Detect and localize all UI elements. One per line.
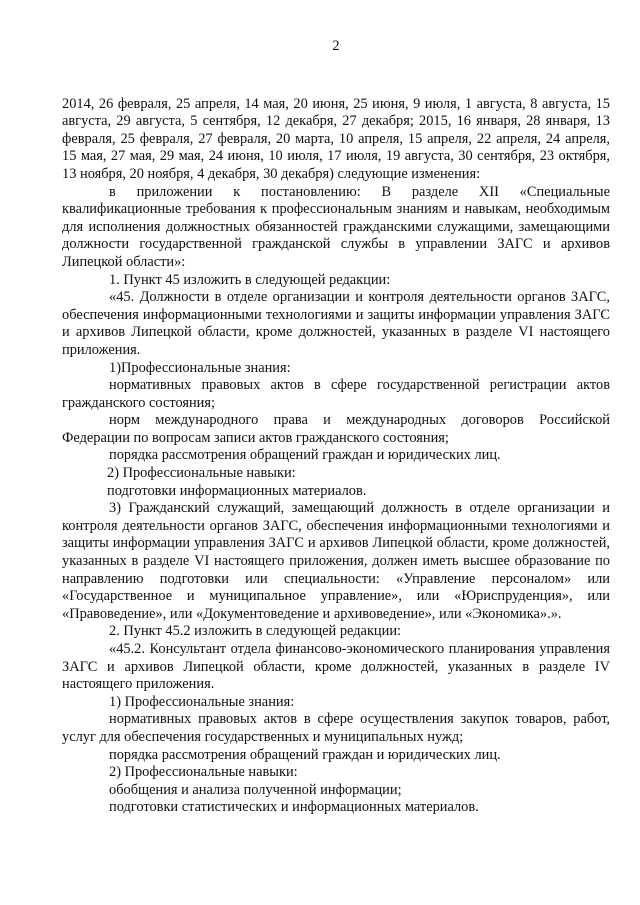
paragraph-professional-knowledge-heading: 1)Профессиональные знания: (109, 359, 291, 376)
paragraph-skills-info-materials: подготовки информационных материалов. (107, 482, 367, 499)
paragraph-clause-45: «45. Должности в отделе организации и контроля деятельности органов ЗАГС, обеспечения информационными технологиями и защиты информации управления ЗАГС и архивов Липецкой области, кроме должностей, указанных в разделе VI настоящего приложения. (62, 289, 610, 358)
paragraph-item-1-heading: 1. Пункт 45 изложить в следующей редакции: (109, 271, 391, 288)
paragraph-clause-45-2: «45.2. Консультант отдела финансово-экономического планирования управления ЗАГС и архивов Липецкой области, кроме должностей, указанных в разделе IV настоящего приложения. (62, 641, 610, 693)
paragraph-education-requirement: 3) Гражданский служащий, замещающий должность в отделе организации и контроля деятельности органов ЗАГС, обеспечения информационными технологиями и защиты информации управления ЗАГС и архивов Липецкой области, кроме должностей, указанных в разделе VI настоящего приложения, должен иметь высшее образование по направлению подготовки или специальности: «Управление персоналом» или «Государственное и муниципальное управление», или «Юриспруденция», или «Правоведение», или «Документоведение и архивоведение», или «Экономика».». (62, 500, 610, 622)
paragraph-knowledge-international-law: норм международного права и международных договоров Российской Федерации по вопросам записи актов гражданского состояния; (62, 412, 610, 446)
paragraph-professional-knowledge-heading-2: 1) Профессиональные знания: (109, 693, 295, 710)
paragraph-knowledge-registration: нормативных правовых актов в сфере государственной регистрации актов гражданского состояния; (62, 377, 610, 411)
paragraph-item-2-heading: 2. Пункт 45.2 изложить в следующей редакции: (109, 623, 402, 640)
paragraph-amendment-intro: в приложении к постановлению: В разделе XII «Специальные квалификационные требования к профессиональным знаниям и навыкам, необходимым для исполнения должностных обязанностей гражданскими служащими, замещающими должности государственной гражданской службы в управлении ЗАГС и архивов Липецкой области»: (62, 183, 610, 270)
paragraph-dates-continuation: 2014, 26 февраля, 25 апреля, 14 мая, 20 июня, 25 июня, 9 июля, 1 августа, 8 августа, 15 августа, 29 августа, 5 сентября, 12 декабря, 27 декабря; 2015, 16 января, 28 января, 13 февраля, 25 февраля, 27 февраля, 20 марта, 10 апреля, 15 апреля, 22 апреля, 24 апреля, 15 мая, 27 мая, 29 мая, 24 июня, 10 июля, 17 июля, 19 августа, 30 сентября, 23 октября, 13 ноября, 20 ноября, 4 декабря, 30 декабря) следующие изменения: (62, 95, 610, 182)
document-page (62, 38, 610, 817)
paragraph-professional-skills-heading-2: 2) Профессиональные навыки: (109, 764, 298, 781)
paragraph-professional-skills-heading: 2) Профессиональные навыки: (107, 465, 296, 482)
paragraph-knowledge-appeals: порядка рассмотрения обращений граждан и юридических лиц. (109, 447, 501, 464)
paragraph-skills-analysis: обобщения и анализа полученной информации; (109, 781, 402, 798)
paragraph-knowledge-procurement: нормативных правовых актов в сфере осуществления закупок товаров, работ, услуг для обеспечения государственных и муниципальных нужд; (62, 711, 610, 745)
paragraph-skills-statistical-materials: подготовки статистических и информационных материалов. (109, 799, 479, 816)
page-number: 2 (332, 38, 340, 54)
paragraph-knowledge-appeals-2: порядка рассмотрения обращений граждан и юридических лиц. (109, 746, 501, 763)
